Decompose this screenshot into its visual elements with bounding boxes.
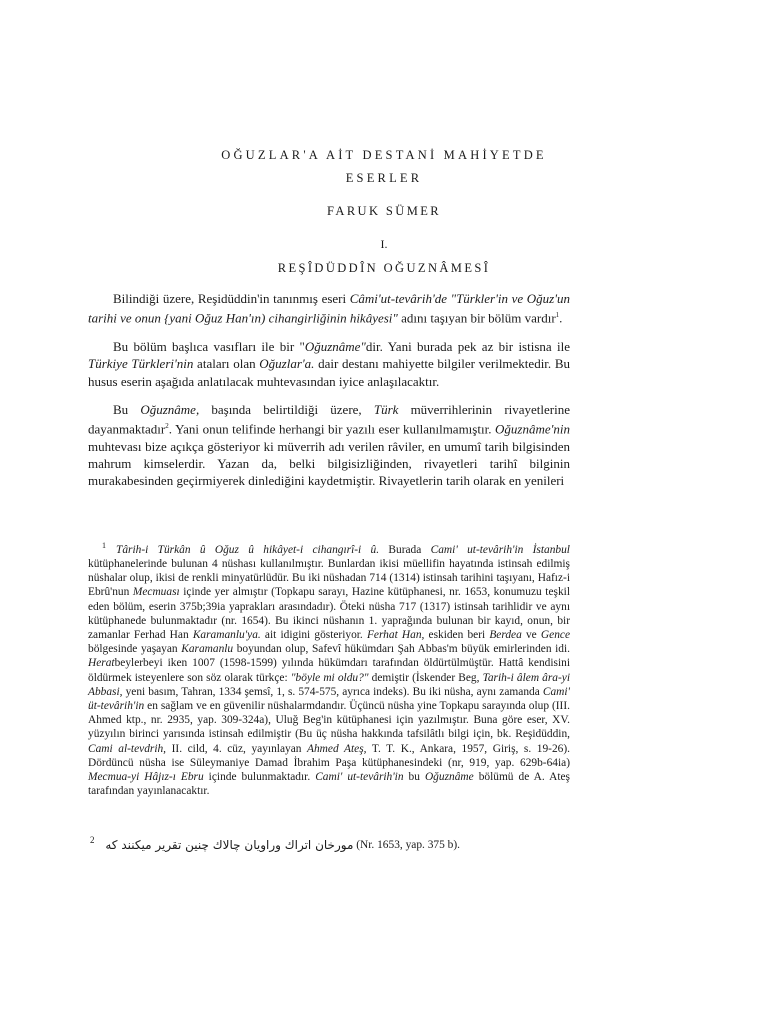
arabic-quote: مورخان اتراك وراويان چالاك چنين تقرير ميكنند كه xyxy=(105,838,354,853)
paragraph-1: Bilindiği üzere, Reşidüddin'in tanınmış eseri Câmi'ut-tevârih'de "Türkler'in ve Oğuz'un tarihi ve onun {yani Oğuz Han'ın) cihangirliğinin hikâyesi" adını taşıyan bir bölüm vardır$^1$. xyxy=(88,291,570,326)
footnote-1: $^1$ Târih-i Türkân û Oğuz û hikâyet-i cihangırî-i û. Burada Cami' ut-tevârih'in İstanbul kütüphanelerinde bulunan 4 nüshası kullanılmıştır. Bunlardan ikisi müellifin hayatında istinsah edilmiş nüshalar olup, ikisi de renkli minyatürlüdür. Bu iki nüshadan 714 (1314) istinsah tarihini taşıyanı, Hafız-i Ebrû'nun Mecmuası içinde yer almıştır (Topkapu sarayı, Hazine kütüphanesi, nr. 1653, konumuzu teşkil eden bölüm, eserin 375b;39ia yaprakları arasındadır). Öteki nüsha 717 (1317) istinsah tarihlidir ve aynı kütüphanede bulunmaktadır (nr. 1654). Bu ikinci nüshanın 1. yaprağında bulunan bir kayıd, onun, bir zamanlar Ferhad Han Karamanlu'ya. ait idigini gösteriyor. Ferhat Han, eskiden beri Berdea ve Gence bölgesinde yaşayan Karamanlu boyundan olup, Safevî hükümdarı Şah Abbas'm büyük emirlerinden idi. Heratbeylerbeyi iken 1007 (1598-1599) yılında hükümdarı tarafından öldürtülmüştür. Hattâ kendisini öldürmek isteyenlere son söz olarak türkçe: "böyle mi oldu?" demiştir (İskender Beg, Tarih-i âlem âra-yi Abbasi, yeni basım, Tahran, 1334 şemsî, 1, s. 574-575, ayrıca indeks). Bu iki nüsha, aynı zamanda Cami' üt-tevârih'in en sağlam ve en güvenilir nüshalarmdandır. Üçüncü nüsha yine Topkapu sarayında olup (III. Ahmed ktp., nr. 2935, yap. 309-324a), Uluğ Beg'in kütüphanesi için yazılmıştır. Buna göre eser, XV. yüzyılın birinci yarısında istinsah edilmiştir (Bu üç nüsha hakkında tafsilâtlı bilgi için, bk. Reşidüddin, Cami al-tevdrih, II. cild, 4. cüz, yayınlayan Ahmed Ateş, T. T. K., Ankara, 1957, Giriş, s. 19-26). Dördüncü nüsha ise Süleymaniye Damad İbrahim Paşa kütüphanesindeki (nr, 919, yap. 629b-64ia) Mecmua-yi Hâjız-ı Ebru içinde bulunmaktadır. Cami' ut-tevârih'in bu Oğuznâme bölümü de A. Ateş tarafından yayınlanacaktır. xyxy=(88,541,571,798)
footnote-2-number: 2 xyxy=(90,835,95,845)
paragraph-2: Bu bölüm başlıca vasıfları ile bir "Oğuznâme"dir. Yani burada pek az bir istisna ile Türkiye Türkleri'nin ataları olan Oğuzlar'a. dair destanı mahiyette bilgiler verilmektedir. Bu husus eserin aşağıda anlatılacak muhtevasından iyice anlaşılacaktır. xyxy=(88,338,571,389)
footnote-1-number: 1 xyxy=(102,541,106,550)
paragraph-3: Bu Oğuznâme, başında belirtildiği üzere, Türk müverrihlerinin rivayetlerine dayanmaktadır$^2$. Yani onun telifinde herhangi bir yazılı eser kullanılmamıştır. Oğuznâme'nin muhtevası bize açıkça gösteriyor ki müverrih adı verilen râviler, en umumî tarih bilgisinden mahrum kimselerdir. Yazan da, belki bilgisizliğinden, rivayetleri tarihî bilginin murakabesinden geçirmiyerek dinlediğini kaydetmiştir. Rivayetlerin tarih olarak en yenileri xyxy=(88,401,571,489)
body-text xyxy=(88,290,570,501)
author-name: FARUK SÜMER xyxy=(326,204,442,218)
footnote-ref-1[interactable]: 1 xyxy=(555,311,560,320)
footnote-2-reference: (Nr. 1653, yap. 375 b). xyxy=(356,838,461,851)
section-number: I. xyxy=(380,237,388,251)
title-line-2: ESERLER xyxy=(345,171,423,185)
title-line-1: OĞUZLAR'A AİT DESTANİ MAHİYETDE xyxy=(221,148,547,162)
section-title: REŞÎDÜDDÎN OĞUZNÂMESÎ xyxy=(277,261,491,275)
footnote-2 xyxy=(88,835,570,852)
footnote-ref-2[interactable]: 2 xyxy=(165,422,169,431)
